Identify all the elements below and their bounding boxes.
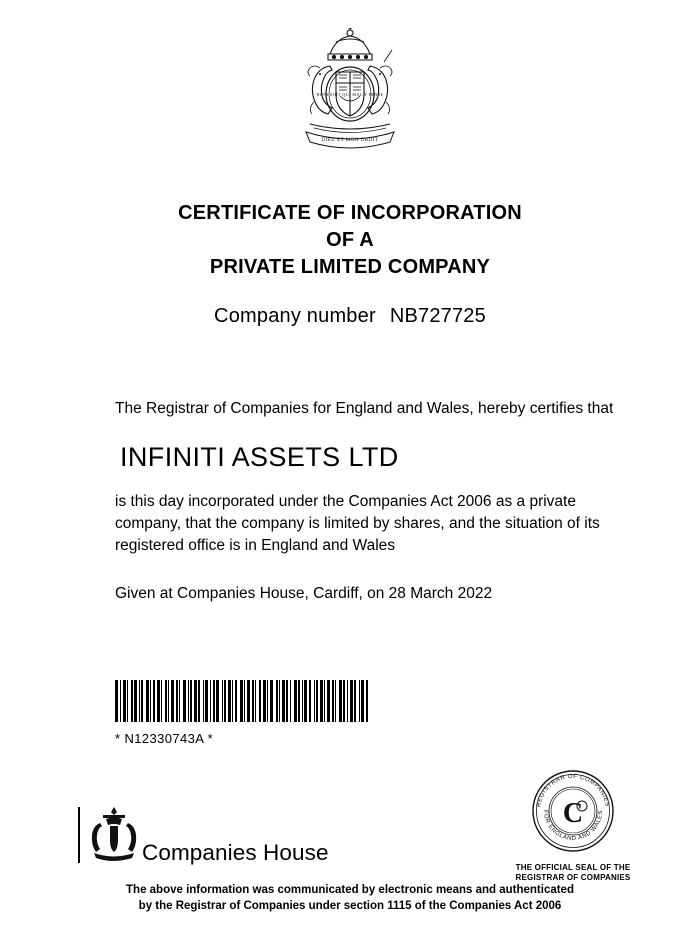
- royal-coat-of-arms-crest: [0, 28, 700, 163]
- footer-note: [0, 882, 700, 914]
- svg-text:REGISTRAR OF COMPANIES: REGISTRAR OF COMPANIES: [536, 773, 610, 808]
- seal-caption: [508, 863, 638, 883]
- incorporation-text: is this day incorporated under the Companies Act 2006 as a private company, that the company is limited by shares, and the situation of its registered office is in England and Wales: [115, 493, 600, 554]
- company-name: INFINITI ASSETS LTD: [120, 442, 399, 472]
- barcode-block: [115, 680, 368, 746]
- registrar-intro-text: The Registrar of Companies for England and Wales, hereby certifies that: [115, 400, 614, 417]
- barcode-reference: * N12330743A *: [115, 731, 214, 746]
- svg-text:DIEU ET MON DROIT: DIEU ET MON DROIT: [321, 138, 379, 143]
- certificate-body: [115, 398, 635, 605]
- title-line-3: PRIVATE LIMITED COMPANY: [209, 256, 491, 278]
- title-line-2: OF A: [326, 229, 374, 251]
- svg-text:FOR ENGLAND AND WALES: FOR ENGLAND AND WALES: [541, 809, 605, 843]
- companies-house-logo: [78, 805, 329, 863]
- footer-line-2: by the Registrar of Companies under section 1115 of the Companies Act 2006: [138, 900, 562, 912]
- company-number-row: [0, 305, 700, 328]
- svg-text:C: C: [562, 798, 584, 829]
- certificate-title: [0, 200, 700, 281]
- companies-house-wordmark: Companies House: [142, 840, 329, 865]
- company-number-label: Company number: [214, 305, 376, 327]
- official-seal: [508, 768, 638, 883]
- logo-rule: [78, 807, 80, 863]
- barcode-image: [115, 680, 368, 722]
- seal-caption-line-2: REGISTRAR OF COMPANIES: [515, 873, 631, 882]
- seal-caption-line-1: THE OFFICIAL SEAL OF THE: [515, 863, 631, 872]
- svg-text:HONI SOIT QUI MAL Y PENSE: HONI SOIT QUI MAL Y PENSE: [316, 92, 384, 97]
- companies-house-crest-icon: [78, 805, 136, 863]
- footer-line-1: The above information was communicated by electronic means and authenticated: [126, 884, 574, 896]
- company-number-value: NB727725: [389, 305, 486, 327]
- title-line-1: CERTIFICATE OF INCORPORATION: [178, 202, 522, 224]
- given-at-text: Given at Companies House, Cardiff, on 28 March 2022: [115, 585, 493, 602]
